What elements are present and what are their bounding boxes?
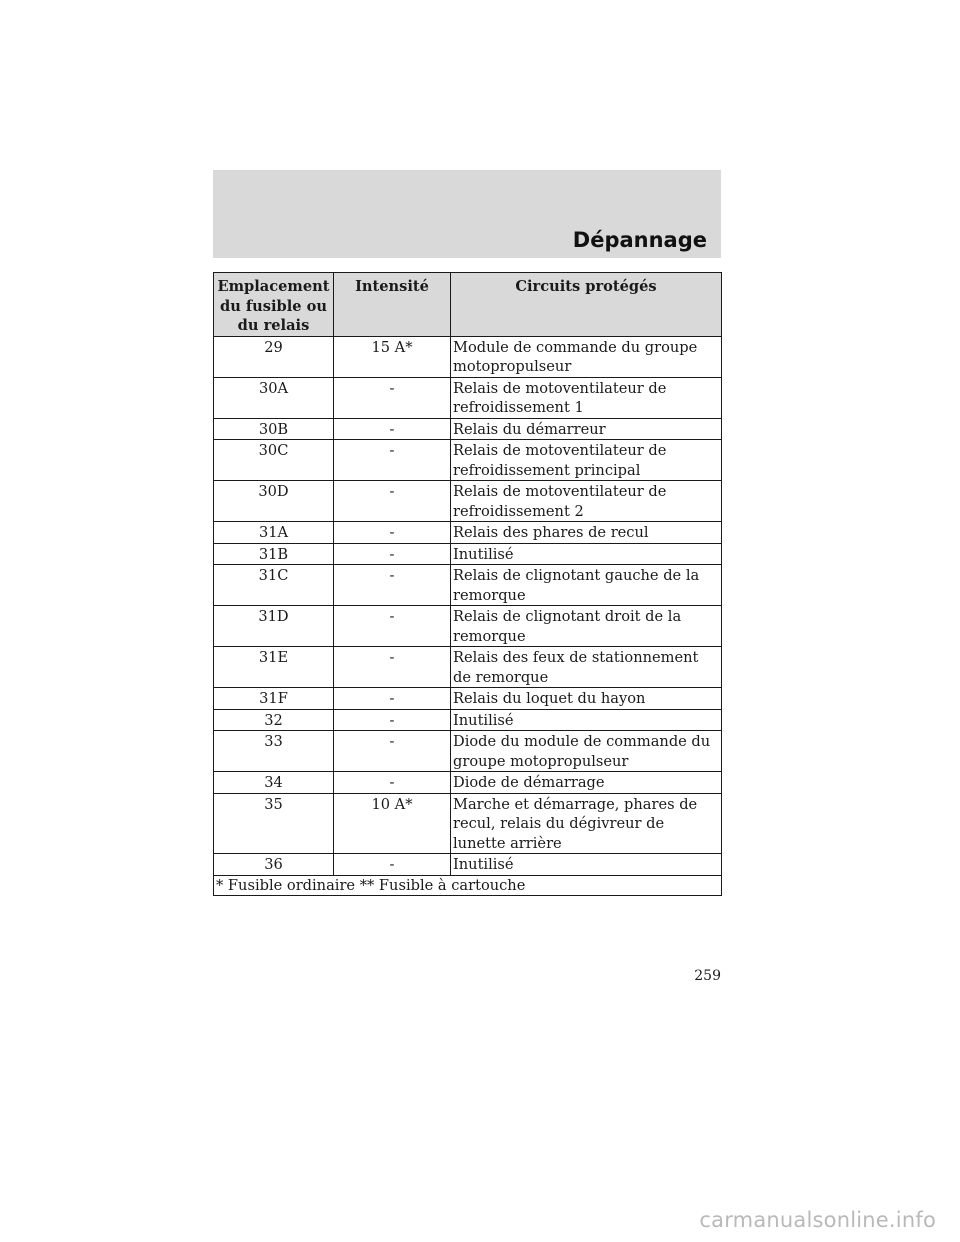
fuse-table bbox=[213, 272, 722, 896]
table-header-row bbox=[214, 273, 722, 337]
table-row bbox=[214, 440, 722, 481]
circuits-cell: Inutilisé bbox=[451, 709, 722, 731]
circuits-cell: Relais du démarreur bbox=[451, 418, 722, 440]
amperage-cell: - bbox=[334, 418, 451, 440]
fuse-location-cell: 30B bbox=[214, 418, 334, 440]
amperage-cell: - bbox=[334, 647, 451, 688]
circuits-cell: Diode de démarrage bbox=[451, 772, 722, 794]
amperage-cell: - bbox=[334, 377, 451, 418]
table-row bbox=[214, 793, 722, 854]
table-row bbox=[214, 377, 722, 418]
page-number: 259 bbox=[694, 968, 721, 984]
amperage-cell: - bbox=[334, 854, 451, 876]
section-header-band bbox=[213, 170, 721, 258]
fuse-location-cell: 34 bbox=[214, 772, 334, 794]
fuse-location-cell: 31B bbox=[214, 543, 334, 565]
table-row bbox=[214, 647, 722, 688]
table-row bbox=[214, 709, 722, 731]
fuse-table-body bbox=[214, 336, 722, 875]
amperage-cell: - bbox=[334, 440, 451, 481]
circuits-cell: Relais de motoventilateur de refroidissement principal bbox=[451, 440, 722, 481]
fuse-location-cell: 29 bbox=[214, 336, 334, 377]
footnote-row bbox=[214, 875, 722, 896]
table-row bbox=[214, 543, 722, 565]
fuse-location-cell: 36 bbox=[214, 854, 334, 876]
circuits-cell: Module de commande du groupe motopropulseur bbox=[451, 336, 722, 377]
table-row bbox=[214, 522, 722, 544]
amperage-cell: 15 A* bbox=[334, 336, 451, 377]
circuits-cell: Inutilisé bbox=[451, 543, 722, 565]
fuse-location-cell: 31F bbox=[214, 688, 334, 710]
table-row bbox=[214, 565, 722, 606]
fuse-location-cell: 31E bbox=[214, 647, 334, 688]
table-row bbox=[214, 688, 722, 710]
column-header-amperage: Intensité bbox=[334, 273, 451, 337]
circuits-cell: Relais de motoventilateur de refroidissement 1 bbox=[451, 377, 722, 418]
watermark: carmanualsonline.info bbox=[699, 1208, 936, 1232]
circuits-cell: Relais de clignotant gauche de la remorque bbox=[451, 565, 722, 606]
amperage-cell: - bbox=[334, 543, 451, 565]
table-row bbox=[214, 336, 722, 377]
section-title: Dépannage bbox=[572, 228, 707, 252]
fuse-location-cell: 30A bbox=[214, 377, 334, 418]
table-row bbox=[214, 772, 722, 794]
amperage-cell: 10 A* bbox=[334, 793, 451, 854]
fuse-location-cell: 30C bbox=[214, 440, 334, 481]
circuits-cell: Relais des phares de recul bbox=[451, 522, 722, 544]
circuits-cell: Relais du loquet du hayon bbox=[451, 688, 722, 710]
circuits-cell: Relais de motoventilateur de refroidissement 2 bbox=[451, 481, 722, 522]
amperage-cell: - bbox=[334, 565, 451, 606]
amperage-cell: - bbox=[334, 688, 451, 710]
fuse-location-cell: 33 bbox=[214, 731, 334, 772]
fuse-location-cell: 30D bbox=[214, 481, 334, 522]
circuits-cell: Diode du module de commande du groupe motopropulseur bbox=[451, 731, 722, 772]
circuits-cell: Marche et démarrage, phares de recul, relais du dégivreur de lunette arrière bbox=[451, 793, 722, 854]
fuse-location-cell: 32 bbox=[214, 709, 334, 731]
amperage-cell: - bbox=[334, 522, 451, 544]
fuse-location-cell: 31A bbox=[214, 522, 334, 544]
amperage-cell: - bbox=[334, 731, 451, 772]
column-header-location: Emplacement du fusible ou du relais bbox=[214, 273, 334, 337]
table-row bbox=[214, 606, 722, 647]
amperage-cell: - bbox=[334, 772, 451, 794]
table-footnote: * Fusible ordinaire ** Fusible à cartouche bbox=[214, 875, 722, 896]
amperage-cell: - bbox=[334, 709, 451, 731]
circuits-cell: Relais de clignotant droit de la remorque bbox=[451, 606, 722, 647]
fuse-location-cell: 31C bbox=[214, 565, 334, 606]
circuits-cell: Inutilisé bbox=[451, 854, 722, 876]
column-header-circuits: Circuits protégés bbox=[451, 273, 722, 337]
table-row bbox=[214, 418, 722, 440]
amperage-cell: - bbox=[334, 481, 451, 522]
amperage-cell: - bbox=[334, 606, 451, 647]
fuse-location-cell: 35 bbox=[214, 793, 334, 854]
table-row bbox=[214, 481, 722, 522]
table-row bbox=[214, 854, 722, 876]
table-row bbox=[214, 731, 722, 772]
fuse-location-cell: 31D bbox=[214, 606, 334, 647]
circuits-cell: Relais des feux de stationnement de remorque bbox=[451, 647, 722, 688]
